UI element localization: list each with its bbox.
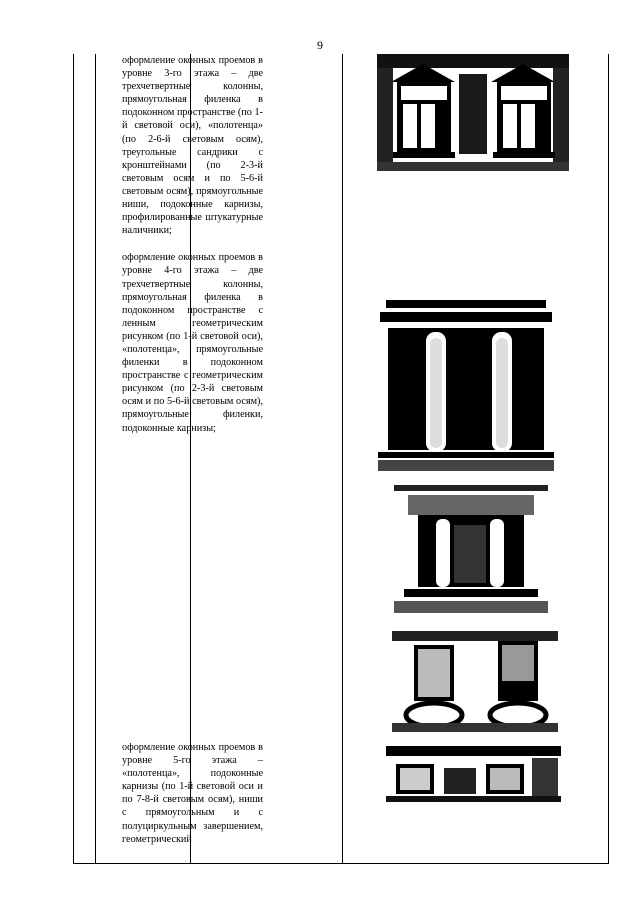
page-number: 9 xyxy=(317,38,323,52)
photo-balcony-windows xyxy=(392,631,558,732)
description-paragraph: оформление оконных проемов в уровне 5-го этажа – «полотенца», подоконные карнизы (по 1-й световой оси и по 7-8-й световым осям), ниши с прямоугольным и с полуциркульным завершением, геометрический xyxy=(122,742,263,845)
description-paragraph: оформление оконных проемов в уровне 4-го этажа – две трехчетвертные колонны, прямоугольная филенка в подоконном пространстве с ленным геометрическим рисунком (по 1-й световой оси), «полотенца», прямоугольные филенки в подоконном пространстве с геометрическим рисунком (по 2-3-й световым осям и по 5-6-й световым осям), прямоугольные филенки, подоконные карнизы; xyxy=(122,252,263,434)
column-divider xyxy=(95,54,96,863)
column-divider xyxy=(342,54,343,863)
photo-4th-floor-columns xyxy=(378,298,554,471)
photo-5th-floor-windows xyxy=(386,746,561,802)
photo-3rd-floor-windows xyxy=(377,54,569,171)
description-cell xyxy=(122,741,263,846)
description-paragraph: оформление оконных проемов в уровне 3-го этажа – две трехчетвертные колонны, прямоугольная филенка в подоконном пространстве (по 1-й световой оси), «полотенца» (по 2-6-й световым осям), треугольные сандрики с кронштейнами (по 2-3-й световым осям и по 5-6-й световым осям), прямоугольные ниши, подоконные карнизы, профилированные штукатурные наличники; xyxy=(122,55,263,237)
description-cell xyxy=(122,54,263,435)
photo-4th-floor-window xyxy=(394,485,548,613)
